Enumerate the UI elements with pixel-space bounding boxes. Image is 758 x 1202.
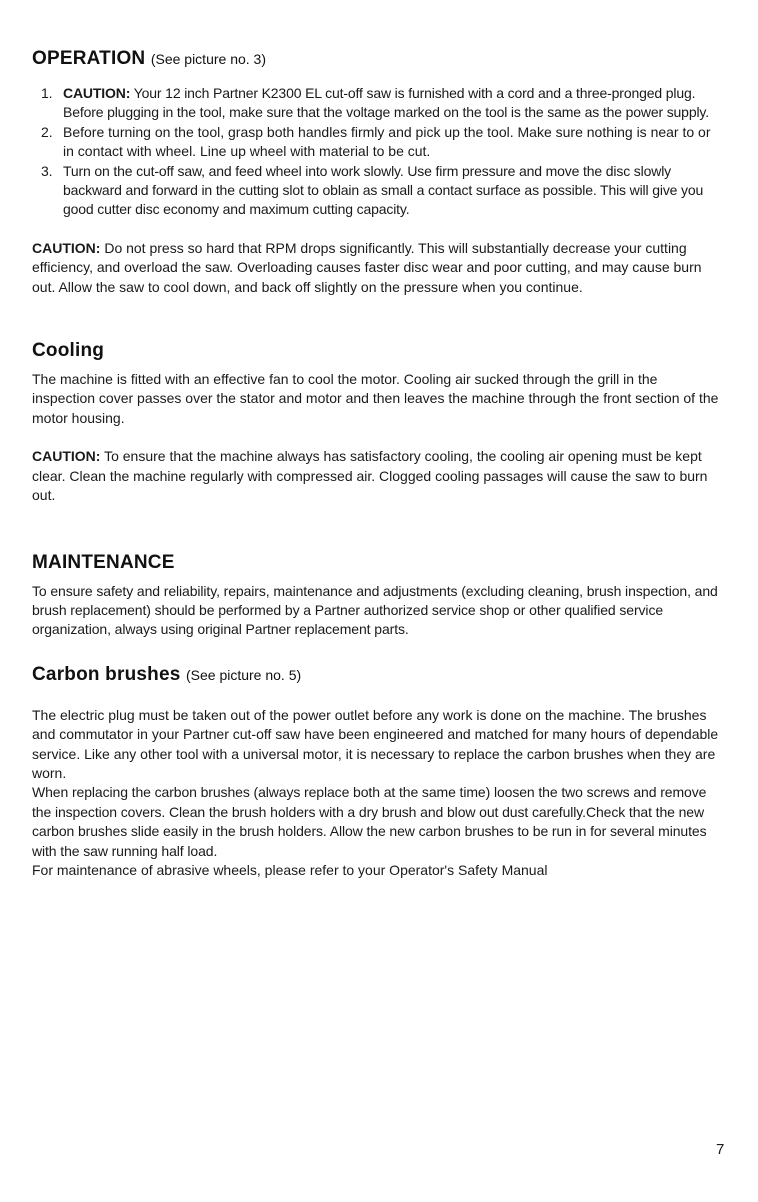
carbon-brushes-subtitle: (See picture no. 5): [185, 666, 302, 683]
page-number: 7: [716, 1141, 725, 1158]
cooling-caution: [32, 447, 722, 505]
operation-subtitle: (See picture no. 3): [150, 51, 266, 67]
carbon-brushes-title: Carbon brushes: [32, 663, 181, 685]
cooling-heading: [32, 340, 722, 362]
step-caution-label: CAUTION:: [63, 85, 131, 101]
cooling-text: The machine is fitted with an effective fan to cool the motor. Cooling air sucked through the grill in the inspection cover passes over the stator and motor and then leaves the machine through the front section of the motor housing.: [32, 371, 719, 426]
maintenance-heading: [32, 552, 722, 574]
operation-step-3: [41, 162, 722, 220]
caution-text: To ensure that the machine always has satisfactory cooling, the cooling air opening must be kept clear. Clean the machine regularly with compressed air. Clogged cooling passages will cause the saw to burn out.: [32, 448, 708, 504]
step-text: Your 12 inch Partner K2300 EL cut-off saw is furnished with a cord and a three-pronged plug. Before plugging in the tool, make sure that the voltage marked on the tool is the same as the power supply.: [63, 85, 709, 121]
step-number: 3.: [41, 162, 53, 179]
maintenance-text: To ensure safety and reliability, repairs, maintenance and adjustments (excluding cleaning, brush inspection, and brush replacement) should be performed by a Partner authorized service shop or other qualified service organization, always using original Partner replacement parts.: [32, 582, 718, 638]
step-text: Turn on the cut-off saw, and feed wheel into work slowly. Use firm pressure and move the disc slowly backward and forward in the cutting slot to oblain as small a contact surface as possible. This will give you good cutter disc economy and maximum cutting capacity.: [63, 162, 704, 218]
operation-steps: [32, 84, 722, 220]
maintenance-title: MAINTENANCE: [32, 551, 175, 573]
operation-title: OPERATION: [32, 48, 146, 69]
operation-step-2: [41, 123, 722, 162]
carbon-brushes-paragraph-3: For maintenance of abrasive wheels, please refer to your Operator's Safety Manual: [32, 861, 548, 878]
caution-label: CAUTION:: [32, 448, 101, 465]
step-number: 2.: [41, 123, 53, 140]
carbon-brushes-heading: [32, 664, 722, 686]
caution-text: Do not press so hard that RPM drops significantly. This will substantially decrease your cutting efficiency, and overload the saw. Overloading causes faster disc wear and poor cutting, and may cause burn out. Allow the saw to cool down, and back off slightly on the pressure when you continue.: [32, 239, 702, 295]
cooling-title: Cooling: [32, 340, 105, 362]
operation-caution: [32, 239, 722, 297]
operation-step-1: [41, 84, 722, 123]
caution-label: CAUTION:: [32, 239, 101, 256]
carbon-brushes-paragraph-2: When replacing the carbon brushes (always replace both at the same time) loosen the two screws and remove the inspection covers. Clean the brush holders with a dry brush and blow out dust carefully.Check that the new carbon brushes slide easily in the brush holders. Allow the new carbon brushes to be run in for several minutes with the saw running half load.: [32, 784, 707, 859]
manual-page: [32, 48, 722, 880]
step-text: Before turning on the tool, grasp both handles firmly and pick up the tool. Make sure nothing is near to or in contact with wheel. Line up wheel with material to be cut.: [63, 123, 711, 160]
operation-heading: [32, 48, 722, 70]
step-number: 1.: [41, 85, 53, 101]
carbon-brushes-paragraph-1: The electric plug must be taken out of the power outlet before any work is done on the machine. The brushes and commutator in your Partner cut-off saw have been engineered and matched for many hours of dependable service. Like any other tool with a universal motor, it is necessary to replace the carbon brushes when they are worn.: [32, 706, 719, 781]
